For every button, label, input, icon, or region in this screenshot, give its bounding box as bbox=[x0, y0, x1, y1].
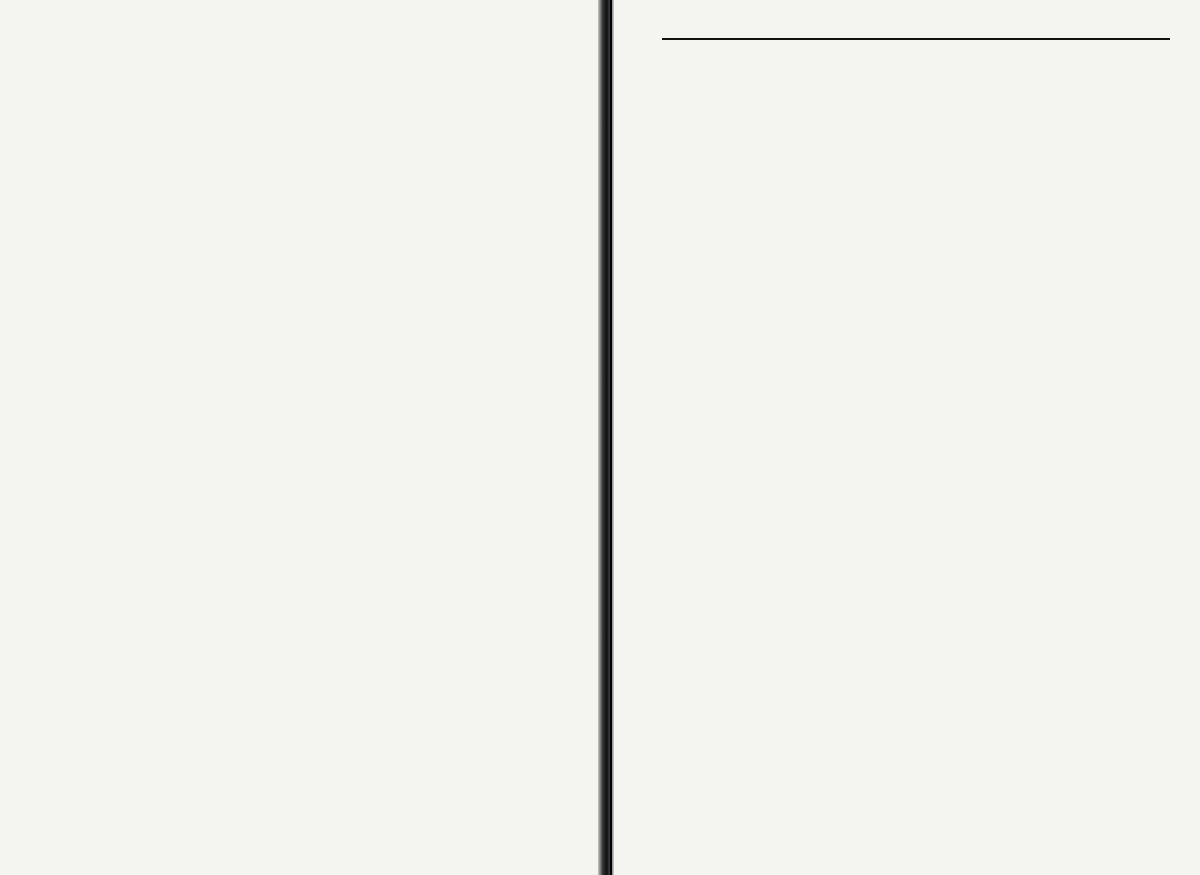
top-rule bbox=[662, 38, 1170, 40]
gutter-line bbox=[610, 0, 612, 875]
left-page bbox=[0, 0, 598, 875]
right-page bbox=[614, 0, 1200, 875]
